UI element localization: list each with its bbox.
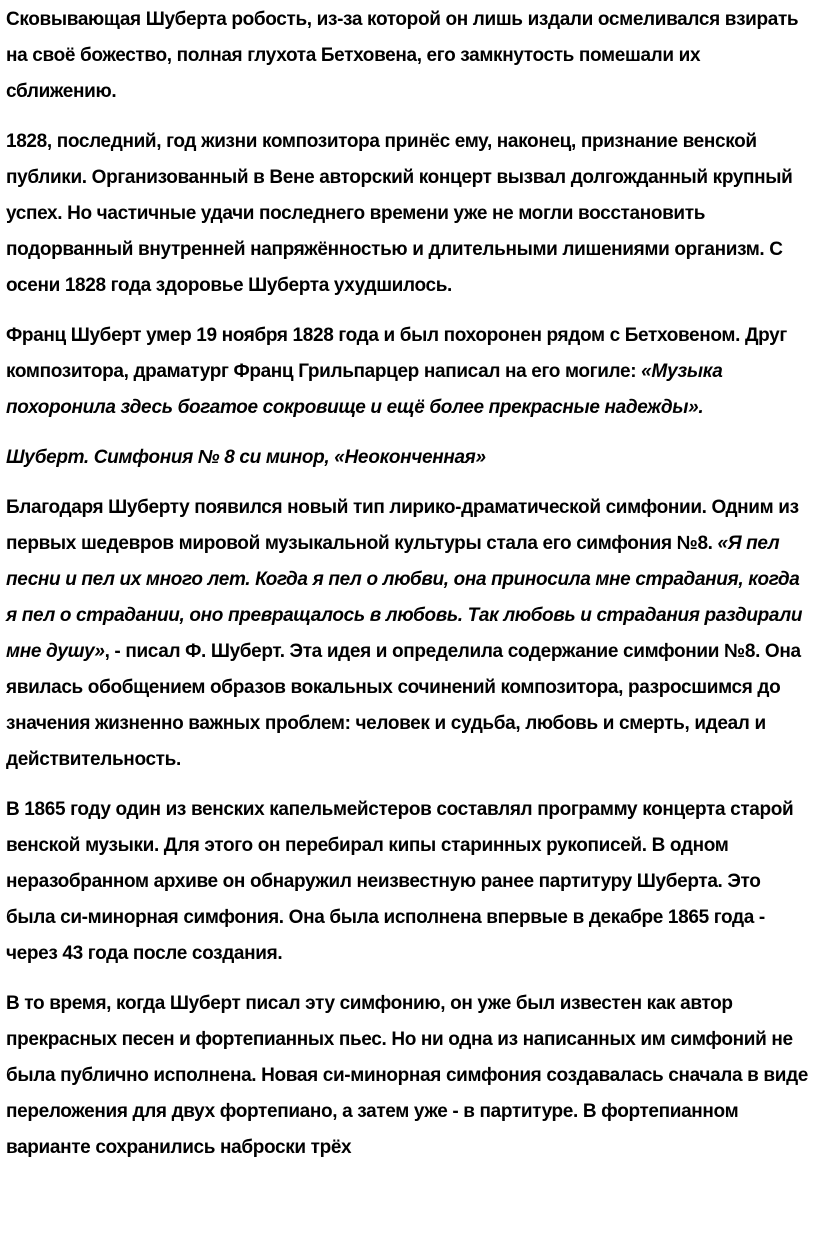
epitaph-quote: «Музыка похоронила здесь богатое сокровище и ещё более прекрасные надежды». <box>6 361 723 418</box>
section-heading-text: Шуберт. Симфония № 8 си минор, «Неоконченная» <box>6 447 486 468</box>
document-page <box>6 0 812 1180</box>
paragraph-schubert-beethoven <box>6 2 812 110</box>
schubert-quote: «Я пел песни и пел их много лет. Когда я пел о любви, она приносила мне страдания, когда я пел о страдании, оно превращалось в любовь. Так любовь и страдания раздирали мне душу» <box>6 533 803 662</box>
paragraph-lyric-dramatic-symphony <box>6 490 812 778</box>
paragraph-text: Благодаря Шуберту появился новый тип лирико-драматической симфонии. Одним из первых шедевров мировой музыкальной культуры стала его симфония №8. <box>6 497 799 554</box>
paragraph-death-grillparzer <box>6 318 812 426</box>
section-heading-symphony-8 <box>6 440 812 476</box>
paragraph-composition-history <box>6 986 812 1166</box>
paragraph-1865-discovery <box>6 792 812 972</box>
paragraph-1828-last-year <box>6 124 812 304</box>
paragraph-text: В 1865 году один из венских капельмейстеров составлял программу концерта старой венской музыки. Для этого он перебирал кипы старинных рукописей. В одном неразобранном архиве он обнаружил неизвестную ранее партитуру Шуберта. Это была си-минорная симфония. Она была исполнена впервые в декабре 1865 года - через 43 года после создания. <box>6 799 794 964</box>
paragraph-text: В то время, когда Шуберт писал эту симфонию, он уже был известен как автор прекрасных песен и фортепианных пьес. Но ни одна из написанных им симфоний не была публично исполнена. Новая си-минорная симфония создавалась сначала в виде переложения для двух фортепиано, а затем уже - в партитуре. В фортепианном варианте сохранились наброски трёх <box>6 993 808 1158</box>
paragraph-text: , - писал Ф. Шуберт. Эта идея и определила содержание симфонии №8. Она явилась обобщением образов вокальных сочинений композитора, разросшимся до значения жизненно важных проблем: человек и судьба, любовь и смерть, идеал и действительность. <box>6 641 801 770</box>
paragraph-text: Сковывающая Шуберта робость, из-за которой он лишь издали осмеливался взирать на своё божество, полная глухота Бетховена, его замкнутость помешали их сближению. <box>6 9 799 102</box>
paragraph-text: 1828, последний, год жизни композитора принёс ему, наконец, признание венской публики. Организованный в Вене авторский концерт вызвал долгожданный крупный успех. Но частичные удачи последнего времени уже не могли восстановить подорванный внутренней напряжённостью и длительными лишениями организм. С осени 1828 года здоровье Шуберта ухудшилось. <box>6 131 793 296</box>
paragraph-text: Франц Шуберт умер 19 ноября 1828 года и был похоронен рядом с Бетховеном. Друг композитора, драматург Франц Грильпарцер написал на его могиле: <box>6 325 787 382</box>
